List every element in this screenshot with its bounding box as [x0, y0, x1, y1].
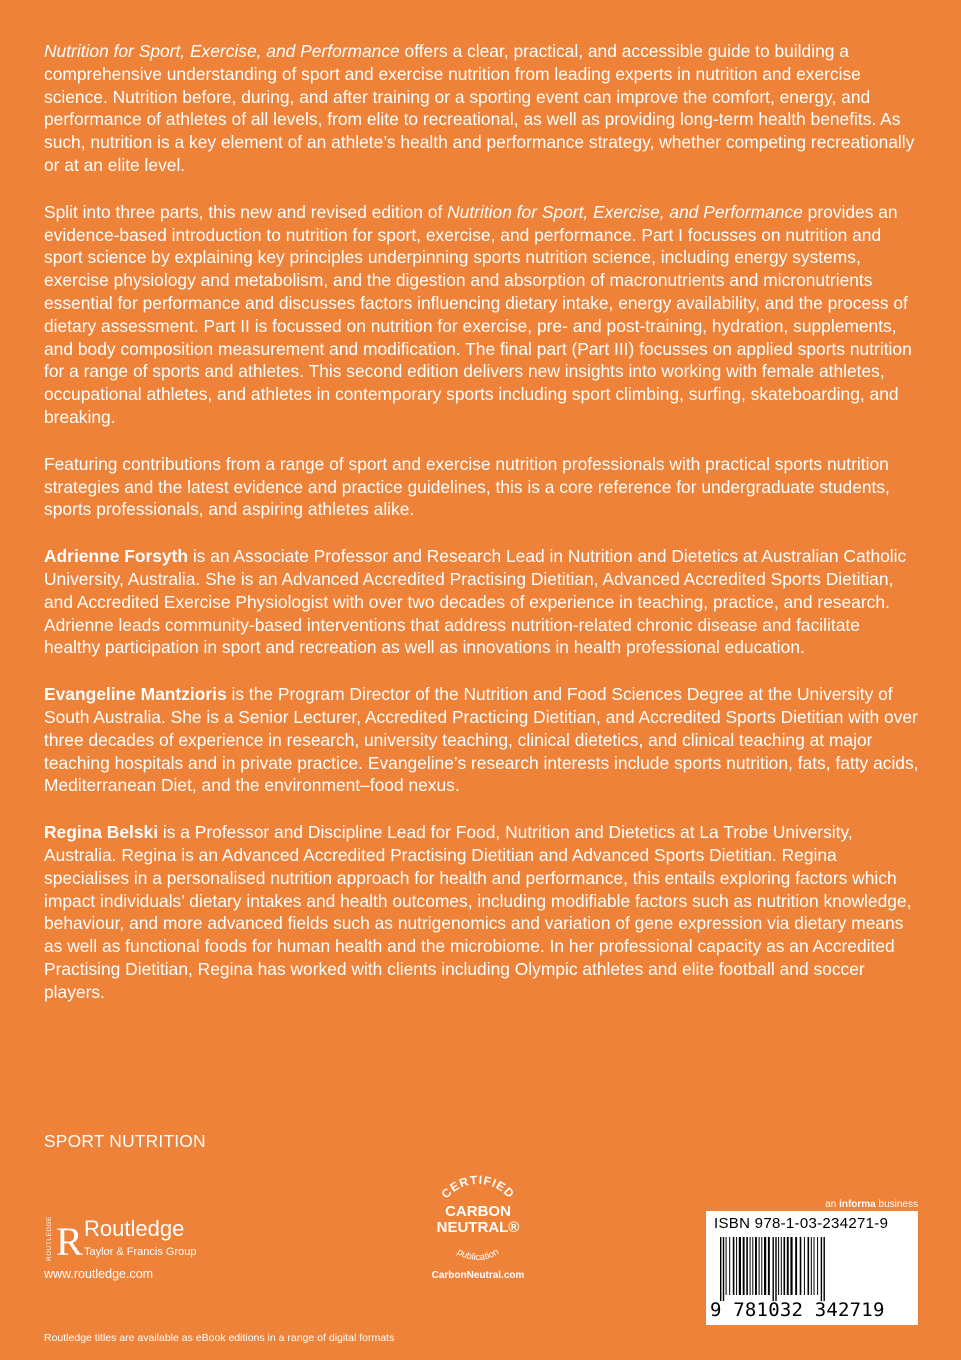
- barcode-bar: [808, 1237, 810, 1295]
- barcode-bar: [804, 1237, 805, 1295]
- barcode-bar: [764, 1237, 766, 1295]
- barcode-bar: [795, 1237, 797, 1295]
- barcode-bar: [778, 1237, 779, 1295]
- routledge-logo-icon: [44, 1215, 83, 1264]
- barcode-bar: [817, 1237, 818, 1295]
- publisher-name: Routledge: [84, 1216, 185, 1241]
- description-paragraph-3: Featuring contributions from a range of sport and exercise nutrition professionals with practical sports nutrition strategies and the latest evidence and practice guidelines, this is a core reference for undergraduate students, sports professionals, and aspiring athletes alike.: [44, 453, 890, 520]
- barcode-bar: [733, 1237, 735, 1295]
- svg-text:NEUTRAL®: NEUTRAL®: [436, 1219, 520, 1236]
- svg-text:CERTIFIED: CERTIFIED: [438, 1172, 518, 1202]
- author-bio: Evangeline Mantzioris is the Program Director of the Nutrition and Food Sciences Degree at the University of South Australia. She is a Senior Lecturer, Accredited Practicing Dietitian, and Accredited Sports Dietitian with over three decades of experience in research, university teaching, clinical dietetics, and clinical teaching at major teaching hospitals and in private practice. Evangeline’s research interests include sports nutrition, fats, fatty acids, Mediterranean Diet, and the environment–food nexus.: [44, 684, 919, 796]
- barcode-bar: [811, 1237, 812, 1295]
- author-bio: Regina Belski is a Professor and Discipline Lead for Food, Nutrition and Dietetics at La Trobe University, Australia. Regina is an Advanced Accredited Practising Dietitian and Advanced Sports Dietitian. Regina specialises in a personalised nutrition approach for health and performance, this entails exploring factors which impact individuals’ dietary intakes and health outcomes, including modifiable factors such as nutrition knowledge, behaviour, and more advanced fields such as nutrigenomics and variation of gene expression via dietary means as well as functional foods for human health and the microbiome. In her professional capacity as an Accredited Practising Dietitian, Regina has worked with clients including Olympic athletes and elite football and soccer players.: [44, 822, 912, 1002]
- barcode-icon: [718, 1237, 906, 1301]
- barcode-bar: [739, 1237, 741, 1295]
- barcode-bar: [743, 1237, 745, 1295]
- barcode-bar: [759, 1237, 760, 1295]
- barcode-bar: [723, 1237, 724, 1301]
- book-title: Nutrition for Sport, Exercise, and Performance: [44, 41, 400, 61]
- barcode-bar: [800, 1237, 802, 1295]
- barcode-bar: [824, 1237, 825, 1301]
- publisher-url: www.routledge.com: [44, 1267, 154, 1281]
- barcode-bar: [729, 1237, 730, 1295]
- svg-text:ROUTLEDGE: ROUTLEDGE: [46, 1216, 53, 1261]
- author-name: Adrienne Forsyth: [44, 546, 188, 567]
- ebook-note: Routledge titles are available as eBook editions in a range of digital formats: [44, 1332, 395, 1344]
- barcode-bar: [755, 1237, 757, 1295]
- book-title: Nutrition for Sport, Exercise, and Performance: [447, 201, 803, 222]
- carbon-neutral-url: CarbonNeutral.com: [431, 1270, 525, 1281]
- barcode-bar: [814, 1237, 815, 1295]
- svg-text:publication: publication: [455, 1246, 501, 1264]
- isbn-digits: 9 781032 342719: [710, 1299, 885, 1321]
- isbn-label: ISBN 978-1-03-234271-9: [714, 1215, 889, 1232]
- carbon-neutral-badge: [418, 1172, 538, 1284]
- carbon-neutral-logo-icon: [418, 1172, 538, 1268]
- barcode-bar: [736, 1237, 737, 1295]
- barcode-bar: [773, 1237, 774, 1301]
- author-name: Regina Belski: [44, 822, 159, 843]
- barcode-bar: [720, 1237, 721, 1301]
- barcode-bar: [750, 1237, 751, 1295]
- barcode-bar: [775, 1237, 776, 1301]
- barcode-bar: [821, 1237, 822, 1301]
- barcode-bar: [761, 1237, 762, 1295]
- isbn-barcode: [706, 1211, 918, 1325]
- back-cover-text: [44, 40, 920, 1027]
- author-bio: Adrienne Forsyth is an Associate Professor and Research Lead in Nutrition and Dietetics at Australian Catholic University, Australia. She is an Advanced Accredited Practising Dietitian, Advanced Accredited Sports Dietitian, and Accredited Exercise Physiologist with over two decades of experience in teaching, practice, and research. Adrienne leads community-based interventions that address nutrition-related chronic disease and facilitate healthy participation in sport and recreation as well as innovations in health professional education.: [44, 546, 907, 658]
- barcode-bar: [746, 1237, 748, 1295]
- svg-text:R: R: [56, 1219, 83, 1264]
- barcode-bar: [787, 1237, 789, 1295]
- barcode-bar: [790, 1237, 792, 1295]
- publisher-group: Taylor & Francis Group: [84, 1246, 197, 1258]
- description-paragraph-2: Split into three parts, this new and revised edition of Nutrition for Sport, Exercise, and Performance provides an evidence-based introduction to nutrition for sport, exercise, and performance. Part I focusses on nutrition and sport science by explaining key principles underpinning sports nutrition science, including energy systems, exercise physiology and metabolism, and the digestion and absorption of macronutrients and micronutrients essential for performance and discusses factors influencing dietary intake, energy availability, and the process of dietary assessment. Part II is focussed on nutrition for exercise, pre- and post-training, hydration, supplements, and body composition measurement and modification. The final part (Part III) focusses on applied sports nutrition for a range of sports and athletes. This second edition delivers new insights into working with female athletes, occupational athletes, and athletes in contemporary sports including sport climbing, surfing, skateboarding, and breaking.: [44, 201, 912, 427]
- barcode-bar: [726, 1237, 727, 1295]
- svg-text:CARBON: CARBON: [445, 1203, 511, 1220]
- description-paragraph-1: Nutrition for Sport, Exercise, and Performance offers a clear, practical, and accessible guide to building a comprehensive understanding of sport and exercise nutrition from leading experts in nutrition and exercise science. Nutrition before, during, and after training or a sporting event can improve the comfort, energy, and performance of athletes of all levels, from elite to recreational, as well as providing long-term health benefits. As such, nutrition is a key element of an athlete’s health and performance strategy, whether competing recreationally or at an elite level.: [44, 41, 915, 175]
- barcode-bar: [768, 1237, 770, 1295]
- subject-category: SPORT NUTRITION: [44, 1131, 206, 1151]
- publisher-block: [44, 1210, 284, 1290]
- barcode-bar: [781, 1237, 782, 1295]
- barcode-bar: [752, 1237, 753, 1295]
- author-name: Evangeline Mantzioris: [44, 684, 227, 705]
- informa-tagline: an informa business: [825, 1199, 918, 1210]
- barcode-bar: [784, 1237, 786, 1295]
